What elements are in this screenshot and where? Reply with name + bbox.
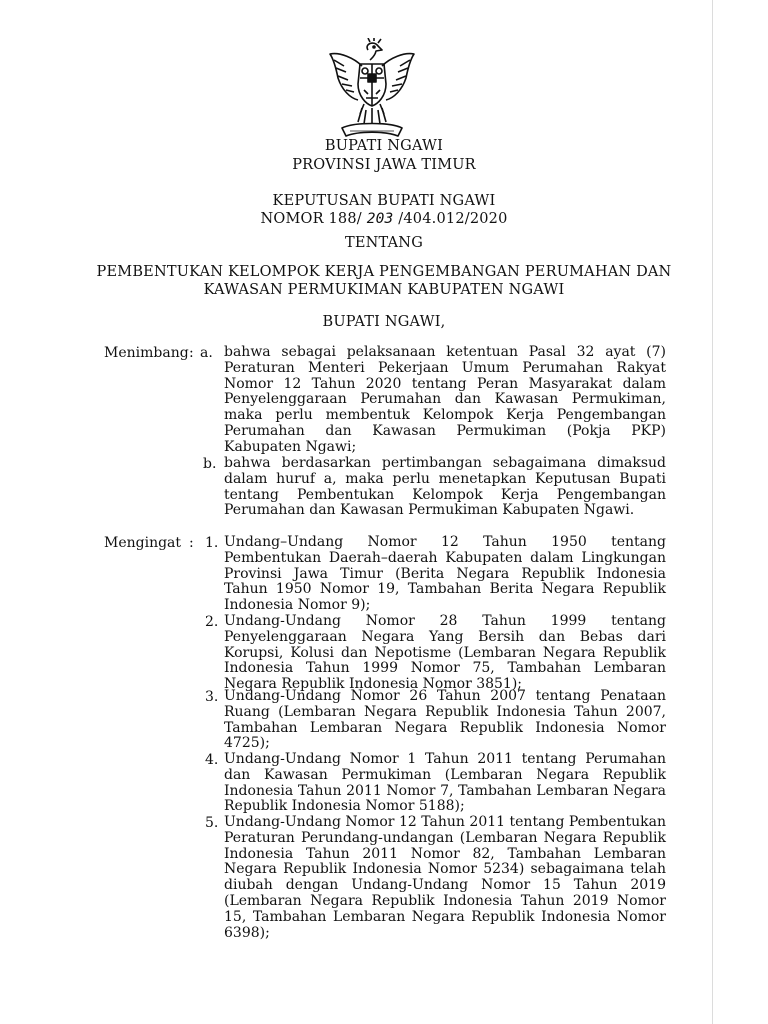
issuer-heading: BUPATI NGAWI, [322,314,446,330]
issuer-name: BUPATI NGAWI [324,138,444,154]
mengingat-item-1: Undang–Undang Nomor 12 Tahun 1950 tentang Pembentukan Daerah–daerah Kabupaten dalam Lingkungan Provinsi Jawa Timur (Berita Negara Republik Indonesia Tahun 1950 Nomor 19, Tambahan Berita Negara Republik Indonesia Nomor 9); [224,534,666,614]
mengingat-marker-2: 2. [205,614,219,630]
mengingat-marker-5: 5. [205,815,219,831]
decree-title: KEPUTUSAN BUPATI NGAWI [272,193,496,209]
menimbang-item-a: bahwa sebagai pelaksanaan ketentuan Pasal 32 ayat (7) Peraturan Menteri Pekerjaan Umum Perumahan Rakyat Nomor 12 Tahun 2020 tentang Peran Masyarakat dalam Penyelenggaraan Perumahan dan Kawasan Permukiman, maka perlu membentuk Kelompok Kerja Pengembangan Perumahan dan Kawasan Permukiman (Pokja PKP) Kabupaten Ngawi; [224,344,666,455]
subject-line-1: PEMBENTUKAN KELOMPOK KERJA PENGEMBANGAN PERUMAHAN DAN [96,264,672,280]
mengingat-label: Mengingat [104,535,182,551]
menimbang-label: Menimbang [104,345,189,361]
mengingat-marker-1: 1. [205,535,219,551]
mengingat-item-4: Undang-Undang Nomor 1 Tahun 2011 tentang Perumahan dan Kawasan Permukiman (Lembaran Negara Republik Indonesia Tahun 2011 Nomor 7, Tambahan Lembaran Negara Republik Indonesia Nomor 5188); [224,751,666,815]
decree-number-prefix: NOMOR 188/ [260,211,362,227]
tentang-heading: TENTANG [345,235,423,251]
menimbang-marker-b: b. [203,456,217,472]
mengingat-colon: : [189,535,194,551]
mengingat-item-3: Undang-Undang Nomor 26 Tahun 2007 tentang Penataan Ruang (Lembaran Negara Republik Indonesia Tahun 2007, Tambahan Lembaran Negara Republik Indonesia Nomor 4725); [224,688,666,752]
subject-line-2: KAWASAN PERMUKIMAN KABUPATEN NGAWI [203,282,565,298]
mengingat-marker-3: 3. [205,689,219,705]
province-name: PROVINSI JAWA TIMUR [292,157,476,173]
menimbang-colon: : [189,345,194,361]
mengingat-marker-4: 4. [205,752,219,768]
mengingat-item-2: Undang-Undang Nomor 28 Tahun 1999 tentang Penyelenggaraan Negara Yang Bersih dan Bebas dari Korupsi, Kolusi dan Nepotisme (Lembaran Negara Republik Indonesia Tahun 1999 Nomor 75, Tambahan Lembaran Negara Republik Indonesia Nomor 3851); [224,613,666,693]
decree-number-suffix: /404.012/2020 [398,211,508,227]
decree-number-handwritten: 203 [366,211,394,227]
menimbang-item-b: bahwa berdasarkan pertimbangan sebagaimana dimaksud dalam huruf a, maka perlu menetapkan Keputusan Bupati tentang Pembentukan Kelompok Kerja Pengembangan Perumahan dan Kawasan Permukiman Kabupaten Ngawi. [224,455,666,519]
menimbang-marker-a: a. [200,345,213,361]
garuda-emblem-icon [324,38,420,142]
decree-number [0,211,768,227]
mengingat-item-5: Undang-Undang Nomor 12 Tahun 2011 tentang Pembentukan Peraturan Perundang-undangan (Lembaran Negara Republik Indonesia Tahun 2011 Nomor 82, Tambahan Lembaran Negara Republik Indonesia Nomor 5234) sebagaimana telah diubah dengan Undang-Undang Nomor 15 Tahun 2019 (Lembaran Negara Republik Indonesia Tahun 2019 Nomor 15, Tambahan Lembaran Negara Republik Indonesia Nomor 6398); [224,814,666,941]
